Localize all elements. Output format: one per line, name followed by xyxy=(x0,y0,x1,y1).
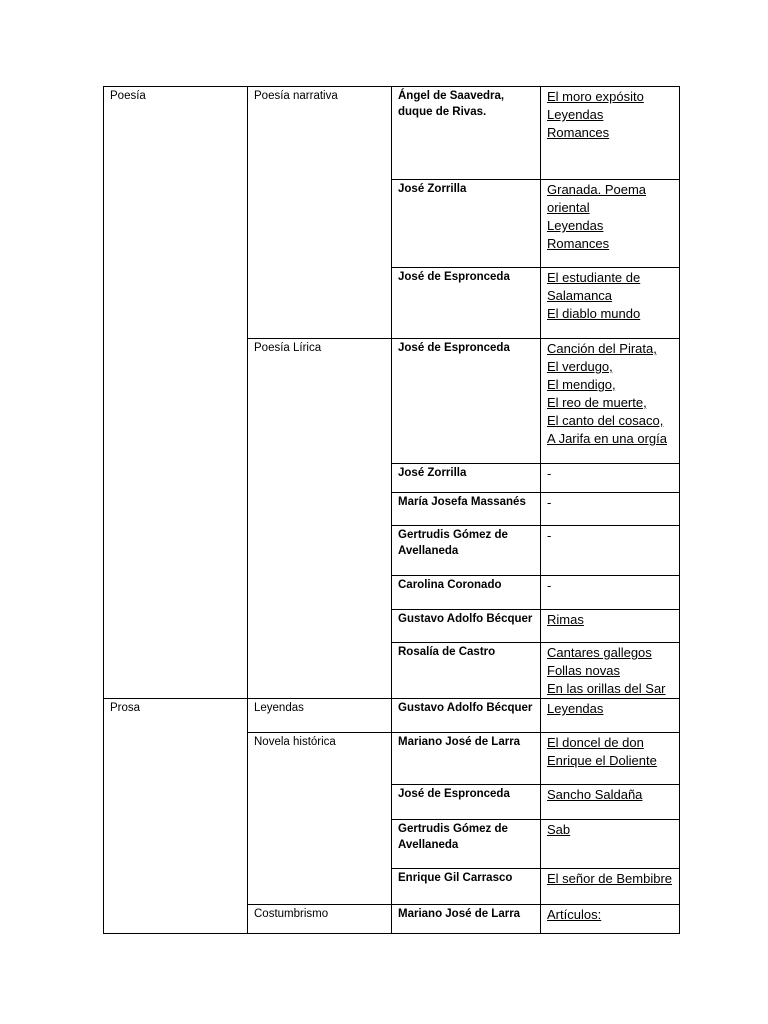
works-cell xyxy=(541,699,680,733)
empty-work-dash: - xyxy=(547,495,552,510)
work-title: El verdugo, xyxy=(547,359,613,374)
author-label: José de Espronceda xyxy=(398,271,510,283)
works-cell xyxy=(541,339,680,464)
author-label: José de Espronceda xyxy=(398,788,510,800)
works-cell xyxy=(541,733,680,785)
works-cell xyxy=(541,526,680,576)
genre-label: Prosa xyxy=(110,702,141,714)
author-cell xyxy=(392,576,541,610)
work-title: Rimas xyxy=(547,612,584,627)
works-cell xyxy=(541,180,680,268)
work-title: El señor de Bembibre xyxy=(547,871,673,886)
works-cell xyxy=(541,643,680,699)
works-cell xyxy=(541,905,680,934)
empty-work-dash: - xyxy=(547,466,552,481)
empty-work-dash: - xyxy=(547,528,552,543)
author-label: Carolina Coronado xyxy=(398,579,502,591)
works-cell xyxy=(541,87,680,180)
work-title: El estudiante de Salamanca xyxy=(547,270,641,303)
author-label: Gertrudis Gómez de Avellaneda xyxy=(398,823,508,851)
subgenre-cell xyxy=(248,339,392,699)
genre-cell xyxy=(104,87,248,699)
work-title: Sancho Saldaña xyxy=(547,787,643,802)
author-cell xyxy=(392,180,541,268)
work-title: Leyendas xyxy=(547,701,604,716)
works-cell xyxy=(541,785,680,820)
subgenre-cell xyxy=(248,699,392,733)
work-title: Granada. Poema oriental xyxy=(547,182,647,215)
work-title: Artículos: xyxy=(547,907,602,922)
work-title: Romances xyxy=(547,125,610,140)
literature-table xyxy=(103,86,680,934)
work-title: El moro expósito xyxy=(547,89,644,104)
author-cell xyxy=(392,268,541,339)
works-cell xyxy=(541,576,680,610)
author-label: María Josefa Massanés xyxy=(398,496,526,508)
work-title: Sab xyxy=(547,822,571,837)
subgenre-label: Costumbrismo xyxy=(254,908,329,920)
subgenre-cell xyxy=(248,733,392,905)
author-label: José Zorrilla xyxy=(398,467,467,479)
work-title: El doncel de don Enrique el Doliente xyxy=(547,735,657,768)
author-cell xyxy=(392,785,541,820)
subgenre-label: Poesía Lírica xyxy=(254,342,322,354)
work-title: El canto del cosaco, xyxy=(547,413,664,428)
subgenre-cell xyxy=(248,87,392,339)
work-title: Romances xyxy=(547,236,610,251)
genre-label: Poesía xyxy=(110,90,146,102)
author-label: Gustavo Adolfo Bécquer xyxy=(398,702,533,714)
author-label: Mariano José de Larra xyxy=(398,736,521,748)
author-label: Mariano José de Larra xyxy=(398,908,521,920)
works-cell xyxy=(541,610,680,643)
author-cell xyxy=(392,699,541,733)
author-label: José Zorrilla xyxy=(398,183,467,195)
table-row xyxy=(104,87,680,180)
work-title: En las orillas del Sar xyxy=(547,681,666,696)
work-title: Leyendas xyxy=(547,218,604,233)
work-title: El diablo mundo xyxy=(547,306,641,321)
empty-work-dash: - xyxy=(547,578,552,593)
author-cell xyxy=(392,733,541,785)
author-label: Ángel de Saavedra, duque de Rivas. xyxy=(398,90,505,118)
author-cell xyxy=(392,905,541,934)
author-cell xyxy=(392,610,541,643)
author-cell xyxy=(392,526,541,576)
subgenre-label: Leyendas xyxy=(254,702,304,714)
work-title: Cantares gallegos xyxy=(547,645,652,660)
table-row xyxy=(104,699,680,733)
works-cell xyxy=(541,464,680,493)
author-cell xyxy=(392,493,541,526)
work-title: A Jarifa en una orgía xyxy=(547,431,667,446)
works-cell xyxy=(541,869,680,905)
works-cell xyxy=(541,268,680,339)
work-title: El mendigo, xyxy=(547,377,616,392)
author-label: Gustavo Adolfo Bécquer xyxy=(398,613,533,625)
work-title: Leyendas xyxy=(547,107,604,122)
subgenre-label: Novela histórica xyxy=(254,736,336,748)
author-label: Gertrudis Gómez de Avellaneda xyxy=(398,529,508,557)
subgenre-cell xyxy=(248,905,392,934)
subgenre-label: Poesía narrativa xyxy=(254,90,338,102)
work-title: El reo de muerte, xyxy=(547,395,647,410)
author-cell xyxy=(392,643,541,699)
author-cell xyxy=(392,464,541,493)
author-cell xyxy=(392,87,541,180)
works-cell xyxy=(541,820,680,869)
author-label: Enrique Gil Carrasco xyxy=(398,872,513,884)
work-title: Canción del Pirata, xyxy=(547,341,657,356)
work-title: Follas novas xyxy=(547,663,620,678)
author-cell xyxy=(392,820,541,869)
author-label: Rosalía de Castro xyxy=(398,646,496,658)
author-label: José de Espronceda xyxy=(398,342,510,354)
author-cell xyxy=(392,339,541,464)
author-cell xyxy=(392,869,541,905)
genre-cell xyxy=(104,699,248,934)
works-cell xyxy=(541,493,680,526)
